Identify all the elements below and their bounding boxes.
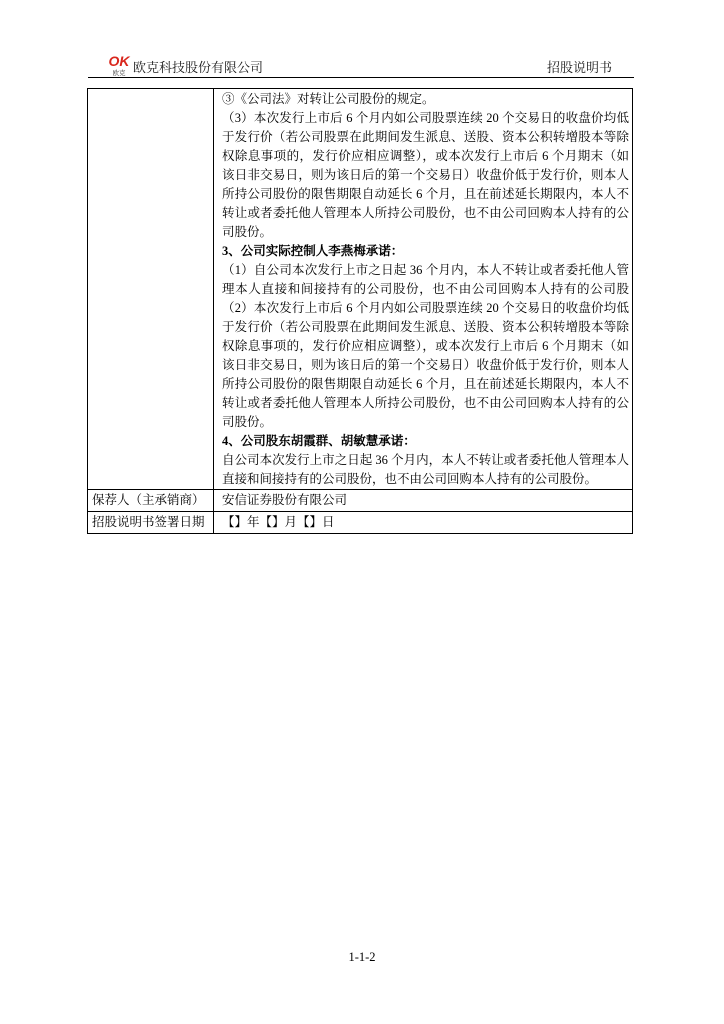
sponsor-label: 保荐人（主承销商）	[88, 490, 214, 512]
commitment-text-line: 转让或者委托他人管理本人所持公司股份，也不由公司回购本人持有的公	[222, 396, 629, 410]
empty-label-cell	[88, 89, 214, 490]
company-logo	[106, 51, 132, 77]
header-company-name: 欧克科技股份有限公司	[133, 60, 264, 75]
logo-lettering: OK	[108, 53, 130, 69]
commitment-text-line: （2）本次发行上市后 6 个月内如公司股票连续 20 个交易日的收盘价均低	[222, 301, 629, 315]
commitments-table	[87, 88, 633, 534]
commitment-text-line: （3）本次发行上市后 6 个月内如公司股票连续 20 个交易日的收盘价均低	[222, 111, 629, 125]
commitment-text-line: 直接和间接持有的公司股份，也不由公司回购本人持有的公司股份。	[222, 472, 598, 486]
logo-subtext: 欧克	[112, 69, 126, 77]
header-rule	[88, 77, 634, 78]
commitment-text-line: 该日非交易日，则为该日后的第一个交易日）收盘价低于发行价，则本人	[222, 168, 629, 182]
commitment-text-line: 转让或者委托他人管理本人所持公司股份，也不由公司回购本人持有的公	[222, 206, 629, 220]
commitment-text-line: 司股份。	[222, 225, 273, 239]
commitment-text-line: 所持公司股份的限售期限自动延长 6 个月，且在前述延长期限内，本人不	[222, 377, 629, 391]
commitment-text-line: ③《公司法》对转让公司股份的规定。	[222, 92, 435, 106]
commitments-cell	[214, 89, 633, 490]
commitment-heading: 3、公司实际控制人李燕梅承诺：	[222, 244, 404, 258]
commitment-text-line: 司股份。	[222, 415, 273, 429]
sponsor-value: 安信证券股份有限公司	[214, 490, 633, 512]
page-number: 1-1-2	[348, 950, 376, 964]
commitment-text-line: 理本人直接和间接持有的公司股份，也不由公司回购本人持有的公司股	[222, 282, 629, 296]
commitment-text-line: 于发行价（若公司股票在此期间发生派息、送股、资本公积转增股本等除	[222, 130, 629, 144]
commitment-text-line: 自公司本次发行上市之日起 36 个月内，本人不转让或者委托他人管理本人	[222, 453, 629, 467]
commitment-heading: 4、公司股东胡霞群、胡敏慧承诺：	[222, 434, 416, 448]
commitment-text-line: 所持公司股份的限售期限自动延长 6 个月，且在前述延长期限内，本人不	[222, 187, 629, 201]
commitment-text-line: 于发行价（若公司股票在此期间发生派息、送股、资本公积转增股本等除	[222, 320, 629, 334]
commitment-text-line: 权除息事项的，发行价应相应调整），或本次发行上市后 6 个月期末（如	[222, 149, 629, 163]
header-document-title: 招股说明书	[547, 60, 613, 75]
commitment-text-line: （1）自公司本次发行上市之日起 36 个月内，本人不转让或者委托他人管	[222, 263, 629, 277]
commitment-text-line: 该日非交易日，则为该日后的第一个交易日）收盘价低于发行价，则本人	[222, 358, 629, 372]
commitment-text-line: 权除息事项的，发行价应相应调整），或本次发行上市后 6 个月期末（如	[222, 339, 629, 353]
signing-date-label: 招股说明书签署日期	[88, 512, 214, 534]
signing-date-value: 【】年【】月【】日	[214, 512, 633, 534]
